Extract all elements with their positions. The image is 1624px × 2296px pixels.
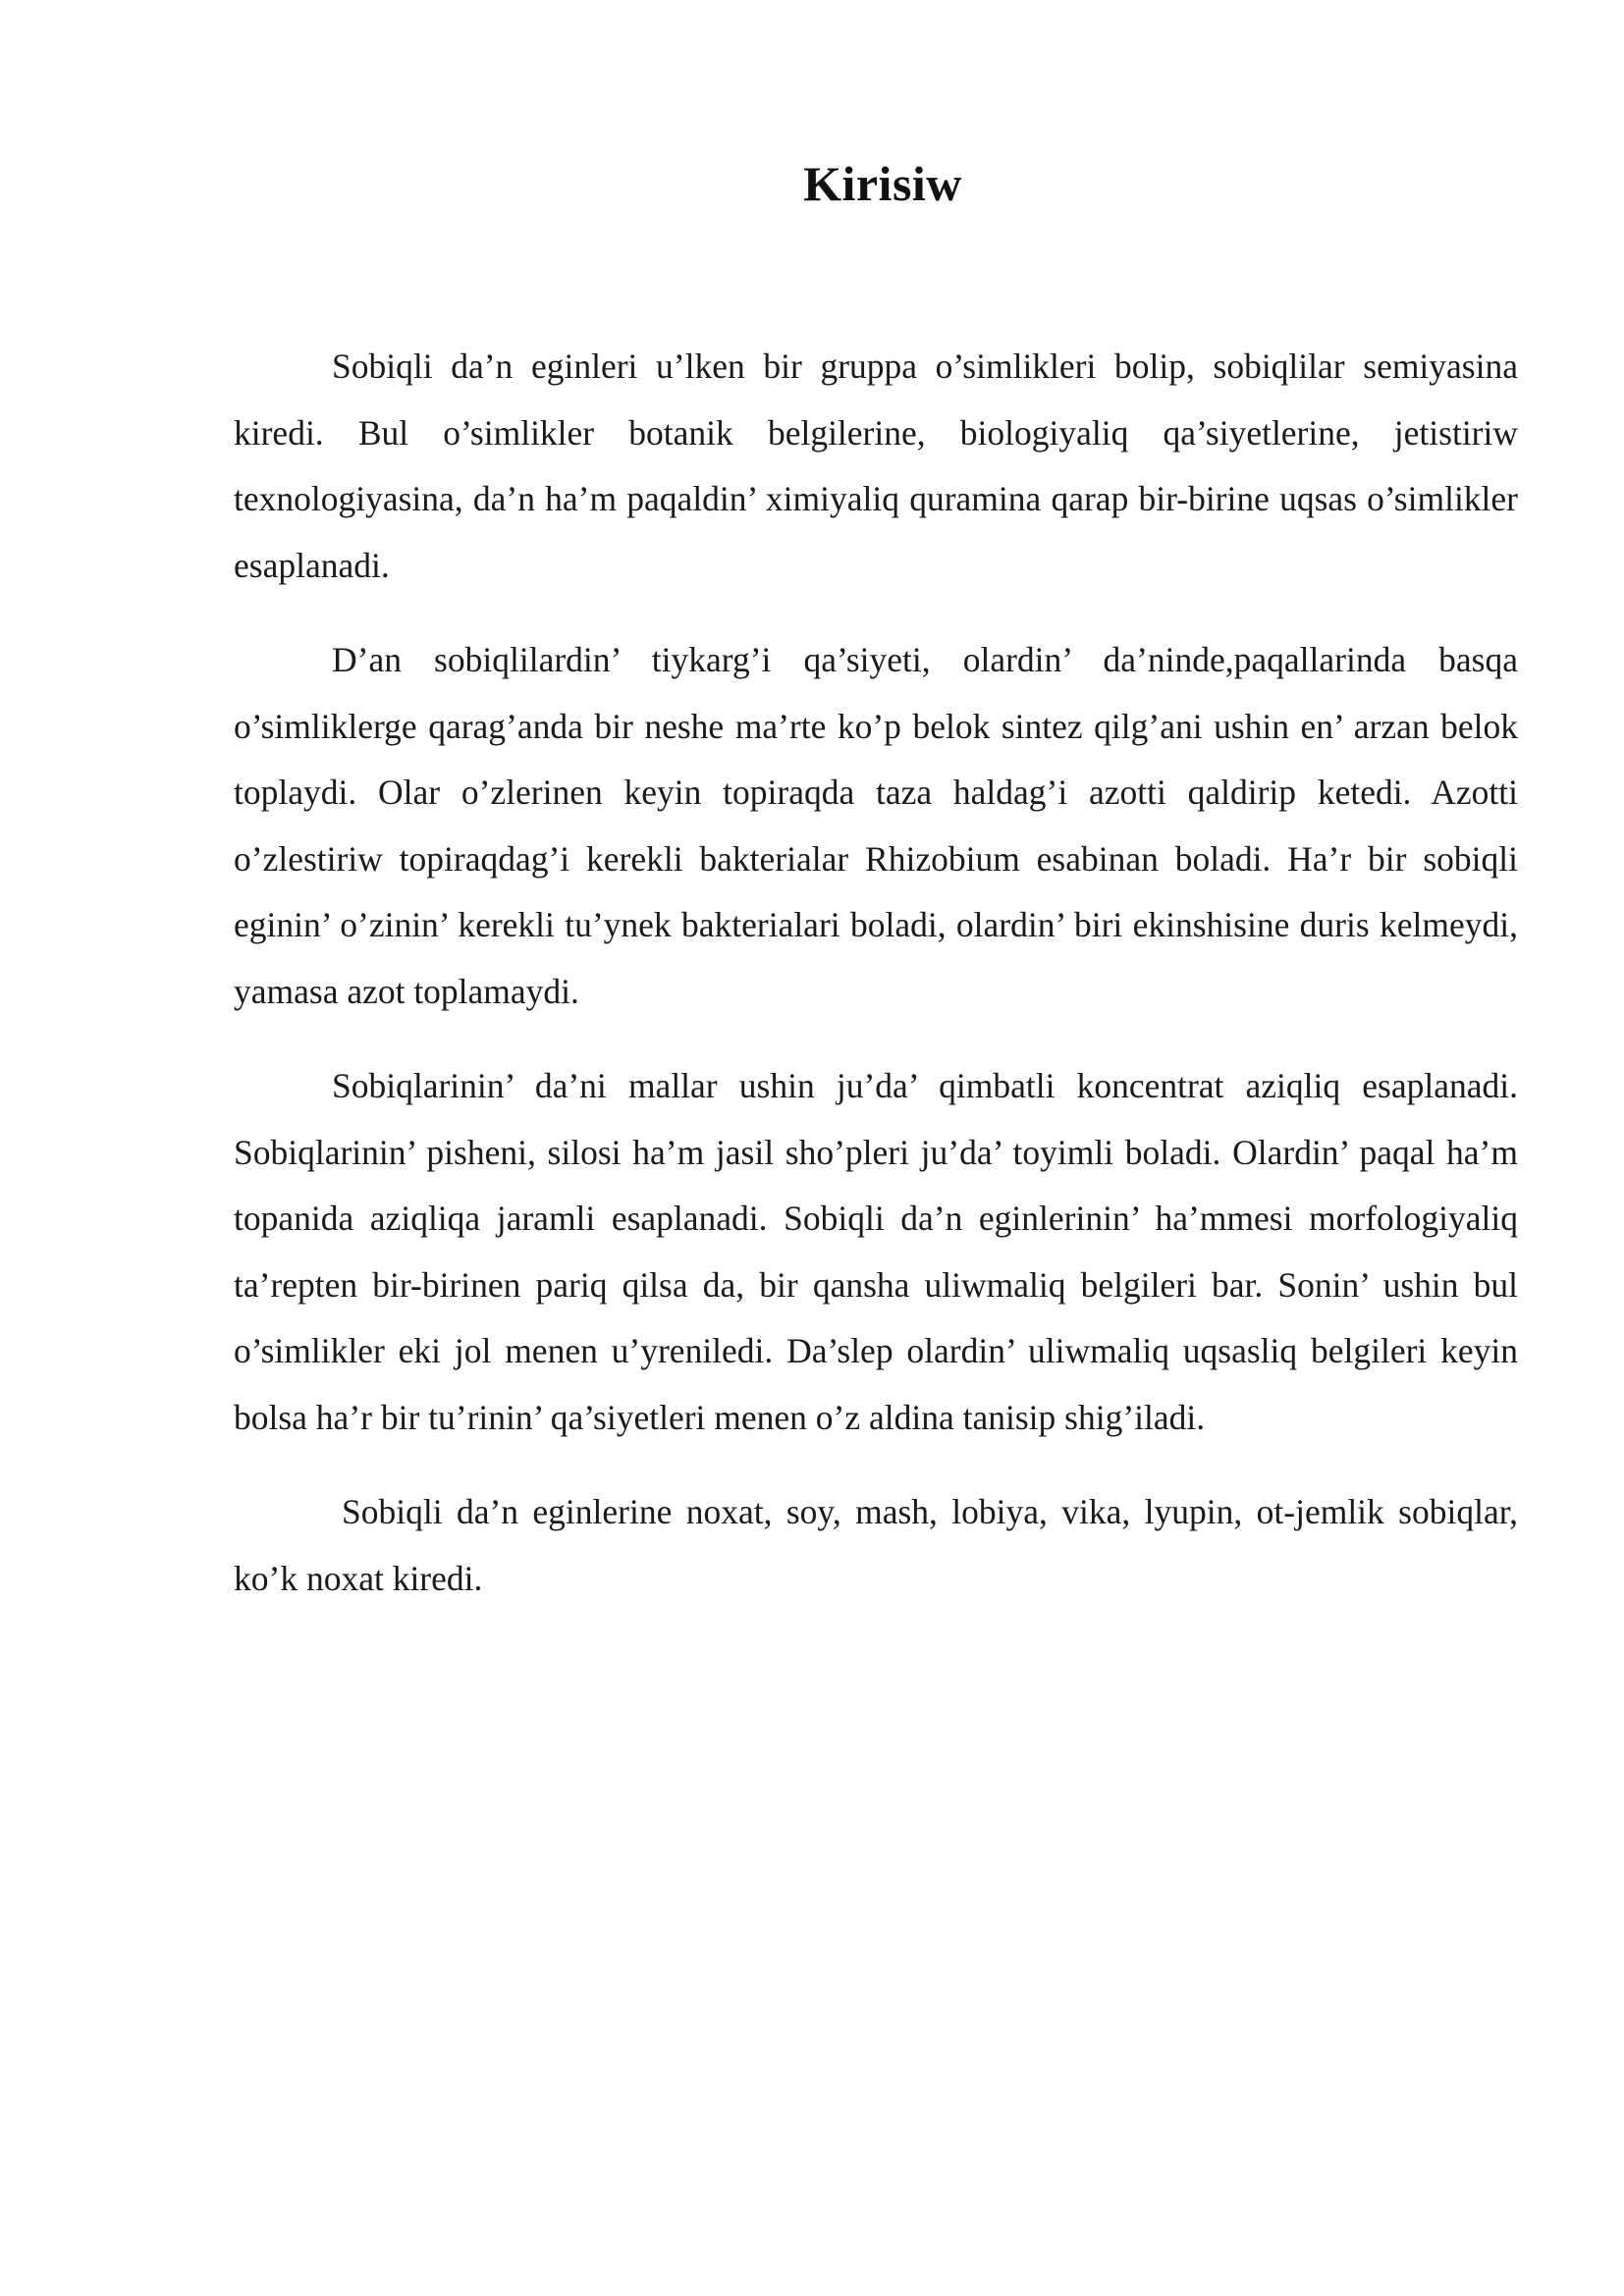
document-title: Kirisiw <box>803 156 962 211</box>
paragraph-2: D’an sobiqlilardin’ tiykarg’i qa’siyeti, olardin’ da’ninde,paqallarinda basqa o’simliklerge qarag’anda bir neshe ma’rte ko’p belok sintez qilg’ani ushin en’ arzan belok toplaydi. Olar o’zlerinen keyin topiraqda taza haldag’i azotti qaldirip ketedi. Azotti o’zlestiriw topiraqdag’i kerekli bakterialar Rhizobium esabinan boladi. Ha’r bir sobiqli eginin’ o’zinin’ kerekli tu’ynek bakterialari boladi, olardin’ biri ekinshisine duris kelmeydi, yamasa azot toplamaydi. <box>234 640 1518 1011</box>
document-body <box>234 334 1518 1640</box>
paragraph-1: Sobiqli da’n eginleri u’lken bir gruppa o’simlikleri bolip, sobiqlilar semiyasina kiredi. Bul o’simlikler botanik belgilerine, biologiyaliq qa’siyetlerine, jetistiriw texnologiyasina, da’n ha’m paqaldin’ ximiyaliq quramina qarap bir-birine uqsas o’simlikler esaplanadi. <box>234 347 1518 585</box>
paragraph-3: Sobiqlarinin’ da’ni mallar ushin ju’da’ qimbatli koncentrat aziqliq esaplanadi. Sobiqlarinin’ pisheni, silosi ha’m jasil sho’pleri ju’da’ toyimli boladi. Olardin’ paqal ha’m topanida aziqliqa jaramli esaplanadi. Sobiqli da’n eginlerinin’ ha’mmesi morfologiyaliq ta’repten bir-birinen pariq qilsa da, bir qansha uliwmaliq belgileri bar. Sonin’ ushin bul o’simlikler eki jol menen u’yreniledi. Da’slep olardin’ uliwmaliq uqsasliq belgileri keyin bolsa ha’r bir tu’rinin’ qa’siyetleri menen o’z aldina tanisip shig’iladi. <box>234 1066 1518 1437</box>
paragraph-4: Sobiqli da’n eginlerine noxat, soy, mash, lobiya, vika, lyupin, ot-jemlik sobiqlar, ko’k noxat kiredi. <box>234 1492 1518 1598</box>
